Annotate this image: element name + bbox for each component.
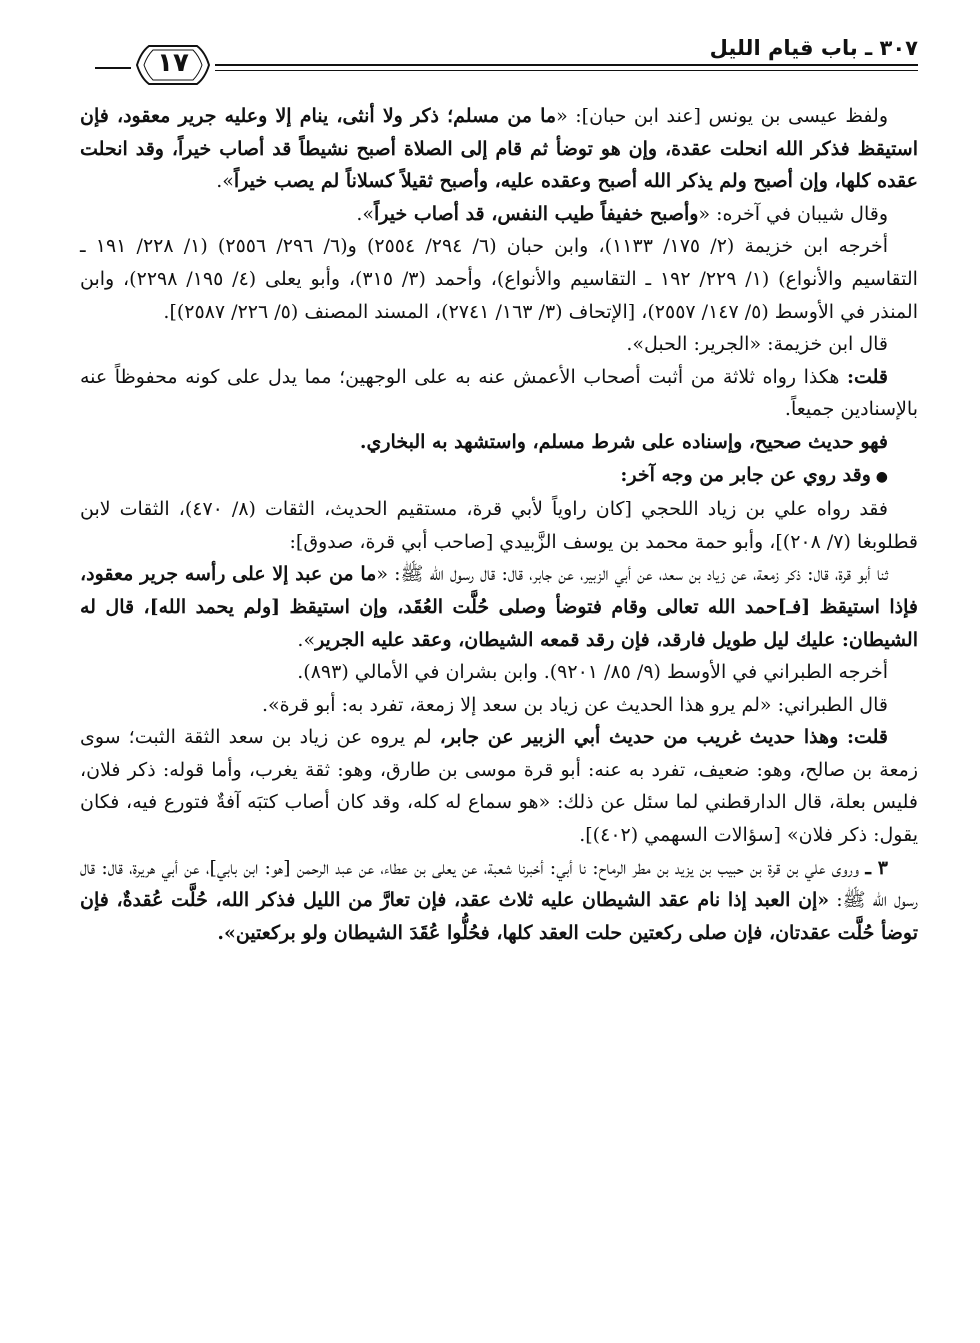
text-run: أخرجه الطبراني في الأوسط (٩/ ٨٥/ ٩٢٠١). وابن بشران في الأمالي (٨٩٣). [297, 661, 888, 684]
paragraph [80, 721, 918, 851]
text-run: ». [356, 202, 375, 225]
running-head: ٣٠٧ ـ باب قيام الليل [709, 36, 918, 60]
paragraph [80, 100, 918, 198]
page-number-badge [135, 42, 211, 88]
paragraph [80, 689, 918, 722]
bold-text: قلت: وهذا حديث غريب من حديث أبي الزبير عن جابر، [439, 726, 888, 749]
page-number: ١٧ [157, 48, 189, 78]
paragraph [80, 493, 918, 558]
text-run: وروى علي بن قرة بن حبيب بن يزيد بن مطر الرماح: نا أبي: أخبرنا شعبة، عن يعلى بن عطاء، عن عبد الرحمن [هو: ابن بابي]، عن أبي هريرة، قال: قال رسول الله ﷺ: [80, 856, 918, 912]
page-header [95, 28, 918, 90]
paragraph [80, 361, 918, 426]
paragraph [80, 426, 918, 459]
paragraph [80, 852, 918, 950]
paragraph [80, 459, 918, 494]
bold-text: ● [870, 468, 888, 485]
text-run: ». [297, 628, 316, 651]
text-run: وقال شيبان في آخره: « [698, 202, 888, 225]
header-rule-left [95, 67, 131, 69]
paragraph [80, 656, 918, 689]
paragraph [80, 328, 918, 361]
text-run: ». [216, 170, 234, 193]
bold-text: وأصبح خفيفاً طيب النفس، قد أصاب خيراً [374, 202, 699, 225]
text-run: ولفظ عيسى بن يونس [عند ابن حبان]: « [556, 105, 889, 127]
text-run: لم يروه عن زياد بن سعد الثقة الثبت؛ سوى زمعة بن صالح، وهو: ضعيف، تفرد به عنه: أبو قرة موسى بن طارق، وهو: ثقة يغرب، وأما قوله: ذكر فلان، فليس بعلة، قال الدارقطني لما سئل عن ذلك: «هو سماع له كله، وقد كان أصاب كتبَه آفةٌ فتورع فيه، فكان يقول: ذكر فلان» [سؤالات السهمي (٤٠٢)]. [80, 726, 918, 847]
page-body [80, 100, 918, 949]
text-run: قال ابن خزيمة: «الجرير: الحبل». [626, 333, 888, 356]
bold-text: ما من مسلم؛ ذكر ولا أنثى، ينام إلا وعليه جرير معقود، فإن استيقظ فذكر الله انحلت عقدة، وإن هو توضأ ثم قام إلى الصلاة أصبح نشيطاً قد أصاب خيراً، وقد انحلت عقده كلها، وإن أصبح ولم يذكر الله أصبح وعقده عليه، وأصبح ثقيلاً كسلاناً لم يصب خيراً [80, 105, 918, 193]
text-run: فقد رواه علي بن زياد اللحجي [كان راوياً لأبي قرة، مستقيم الحديث، الثقات (٨/ ٤٧٠)، الثقات لابن قطلوبغا (٧/ ٢٠٨)]، وأبو حمة محمد بن يوسف الزَّبيدي [صاحب أبي قرة، صدوق]: [80, 498, 918, 553]
bold-text: فهو حديث صحيح، وإسناده على شرط مسلم، واستشهد به البخاري. [359, 430, 888, 453]
header-rule [215, 64, 918, 66]
bold-text: «إن العبد إذا نام عقد الشيطان عليه ثلاث عقد، فإن تعارَّ من الليل فذكر الله، حُلَّت عُقدةٌ، فإن توضأ حُلَّت عقدتان، فإن صلى ركعتين حلت العقد كلها، فحُلُّوا عُقَدَ الشيطان ولو بركعتين». [80, 889, 918, 944]
bold-text: وقد روي عن جابر من وجه آخر: [620, 463, 871, 486]
bold-text: ما من عبد إلا على رأسه جرير معقود، فإذا استيقظ [فـ]حمد الله تعالى وقام فتوضأ وصلى حُلَّت العُقَد، وإن استيقظ [ولم يحمد الله]، قال له الشيطان: عليك ليل طويل فارقد، فإن رقد قمعه الشيطان، وعقد عليه الجرير [80, 563, 918, 651]
bold-text: ٣ ـ [865, 856, 889, 879]
header-rule-thin [215, 70, 918, 71]
text-run: أخرجه ابن خزيمة (٢/ ١٧٥/ ١١٣٣)، وابن حبان (٦/ ٢٩٤/ ٢٥٥٤) و(٦/ ٢٩٦/ ٢٥٥٦) (١/ ٢٢٨/ ١٩١ ـ التقاسيم والأنواع) (١/ ٢٢٩/ ١٩٢ ـ التقاسيم والأنواع)، وأحمد (٣/ ٣١٥)، وأبو يعلى (٤/ ١٩٥/ ٢٢٩٨)، وابن المنذر في الأوسط (٥/ ١٤٧/ ٢٥٥٧)، [الإتحاف (٣/ ١٦٣/ ٢٧٤١)، المسند المصنف (٥/ ٢٢٦/ ٢٥٨٧)]. [80, 235, 918, 323]
text-run: ثنا أبو قرة، قال: ذكر زمعة، عن زياد بن سعد، عن أبي الزبير، عن جابر، قال: قال رسول الله ﷺ: « [376, 563, 888, 586]
bold-text: قلت: [846, 365, 888, 388]
text-run: هكذا رواه ثلاثة من أثبت أصحاب الأعمش عنه به على الوجهين؛ مما يدل على كونه محفوظاً عنه بالإسنادين جميعاً. [80, 365, 918, 421]
paragraph [80, 198, 918, 231]
paragraph [80, 558, 918, 656]
text-run: قال الطبراني: «لم يرو هذا الحديث عن زياد بن سعد إلا زمعة، تفرد به: أبو قرة». [261, 693, 888, 716]
paragraph [80, 230, 918, 328]
